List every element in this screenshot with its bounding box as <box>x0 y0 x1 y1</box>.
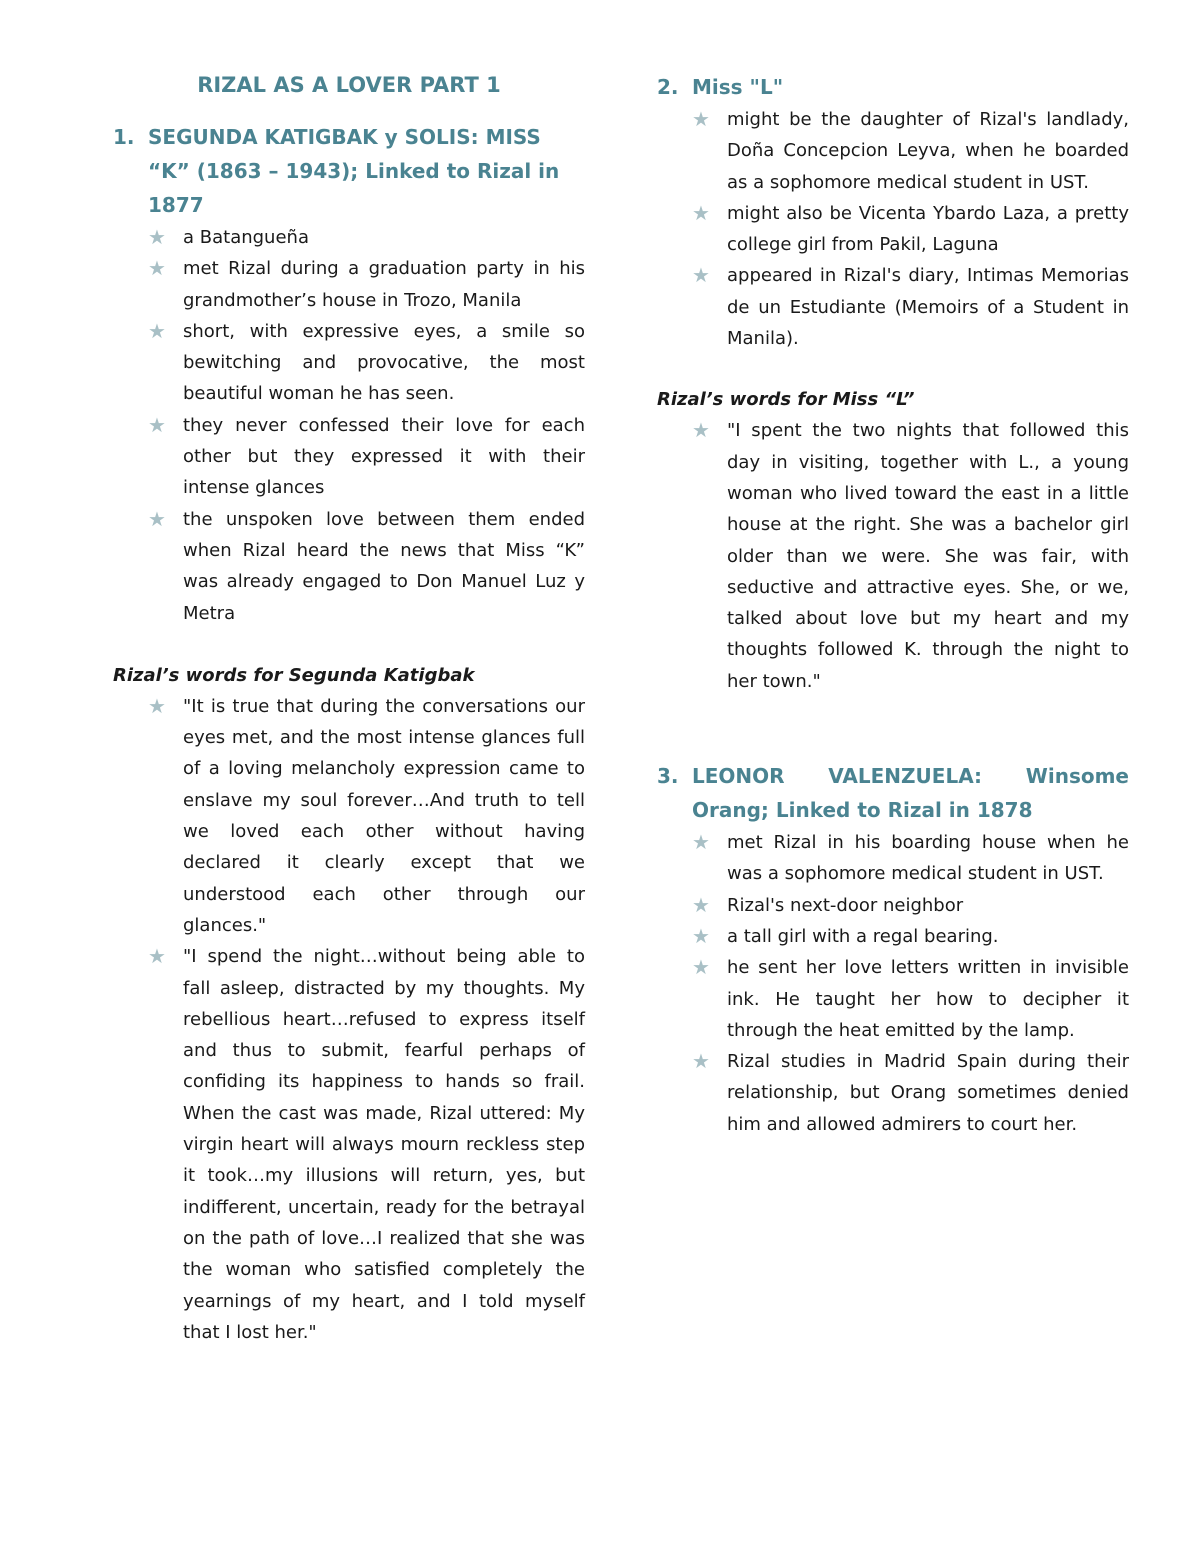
list-item: ★ appeared in Rizal's diary, Intimas Memorias de un Estudiante (Memoirs of a Student in Manila). <box>692 260 1129 354</box>
list-item: ★ he sent her love letters written in invisible ink. He taught her how to decipher it through the heat emitted by the lamp. <box>692 952 1129 1046</box>
list-item: ★ a tall girl with a regal bearing. <box>692 921 1129 952</box>
section-3-title: LEONOR VALENZUELA: Winsome Orang; Linked to Rizal in 1878 <box>692 764 1129 823</box>
list-item: ★ short, with expressive eyes, a smile so bewitching and provocative, the most beautiful woman he has seen. <box>148 316 585 410</box>
list-item: ★ met Rizal during a graduation party in his grandmother’s house in Trozo, Manila <box>148 253 585 316</box>
section-3-bullets <box>657 827 1129 1140</box>
star-icon: ★ <box>692 892 710 917</box>
section-2-words-heading: Rizal’s words for Miss “L” <box>657 389 915 411</box>
list-item: ★ might be the daughter of Rizal's landlady, Doña Concepcion Leyva, when he boarded as a sophomore medical student in UST. <box>692 104 1129 198</box>
list-item: ★ a Batangueña <box>148 222 585 253</box>
quote-item: ★ "It is true that during the conversations our eyes met, and the most intense glances full of a loving melancholy expression came to enslave my soul forever…And truth to tell we loved each other without having declared it clearly except that we understood each other through our glances." <box>148 691 585 941</box>
list-item: ★ Rizal studies in Madrid Spain during their relationship, but Orang sometimes denied him and allowed admirers to court her. <box>692 1046 1129 1140</box>
section-2-heading <box>657 70 1129 104</box>
star-icon: ★ <box>692 830 710 855</box>
quote-item: ★ "I spend the night…without being able to fall asleep, distracted by my thoughts. My rebellious heart…refused to express itself and thus to submit, fearful perhaps of confiding its happiness to hands so frail. When the cast was made, Rizal uttered: My virgin heart will always mourn reckless step it took…my illusions will return, yes, but indifferent, uncertain, ready for the betrayal on the path of love…I realized that she was the woman who satisfied completely the yearnings of my heart, and I told myself that I lost her." <box>148 941 585 1348</box>
section-2-number: 2. <box>657 75 679 99</box>
section-1-title: SEGUNDA KATIGBAK y SOLIS: MISS “K” (1863 – 1943); Linked to Rizal in 1877 <box>148 125 560 217</box>
star-icon: ★ <box>692 418 710 443</box>
list-item: ★ the unspoken love between them ended when Rizal heard the news that Miss “K” was already engaged to Don Manuel Luz y Metra <box>148 504 585 629</box>
star-icon: ★ <box>692 955 710 980</box>
section-1-bullets <box>113 222 585 629</box>
star-icon: ★ <box>148 225 166 249</box>
star-icon: ★ <box>148 256 166 281</box>
section-2-bullets <box>657 104 1129 354</box>
star-icon: ★ <box>692 263 710 288</box>
star-icon: ★ <box>148 693 166 718</box>
star-icon: ★ <box>148 944 166 969</box>
section-2-quotes <box>657 415 1129 697</box>
left-column <box>113 70 585 1348</box>
star-icon: ★ <box>692 107 710 131</box>
quote-item: ★ "I spent the two nights that followed this day in visiting, together with L., a young woman who lived toward the east in a little house at the right. She was a bachelor girl older than we were. She was fair, with seductive and attractive eyes. She, or we, talked about love but my heart and my thoughts followed K. through the night to her town." <box>692 415 1129 697</box>
section-3-heading <box>657 759 1129 827</box>
list-item: ★ they never confessed their love for each other but they expressed it with their intense glances <box>148 410 585 504</box>
list-item: ★ met Rizal in his boarding house when he was a sophomore medical student in UST. <box>692 827 1129 890</box>
star-icon: ★ <box>692 200 710 225</box>
section-1-number: 1. <box>113 125 135 149</box>
section-2-title: Miss "L" <box>692 75 784 99</box>
list-item: ★ might also be Vicenta Ybardo Laza, a pretty college girl from Pakil, Laguna <box>692 198 1129 261</box>
section-1-words-heading: Rizal’s words for Segunda Katigbak <box>113 664 475 686</box>
right-column <box>657 70 1129 1140</box>
list-item: ★ Rizal's next-door neighbor <box>692 890 1129 921</box>
page-title: RIZAL AS A LOVER PART 1 <box>197 73 501 97</box>
star-icon: ★ <box>148 318 166 343</box>
section-3-number: 3. <box>657 764 679 789</box>
star-icon: ★ <box>148 506 166 531</box>
section-1-quotes <box>113 691 585 1348</box>
star-icon: ★ <box>692 1049 710 1074</box>
section-1-heading <box>113 120 585 222</box>
star-icon: ★ <box>692 923 710 948</box>
star-icon: ★ <box>148 412 166 437</box>
